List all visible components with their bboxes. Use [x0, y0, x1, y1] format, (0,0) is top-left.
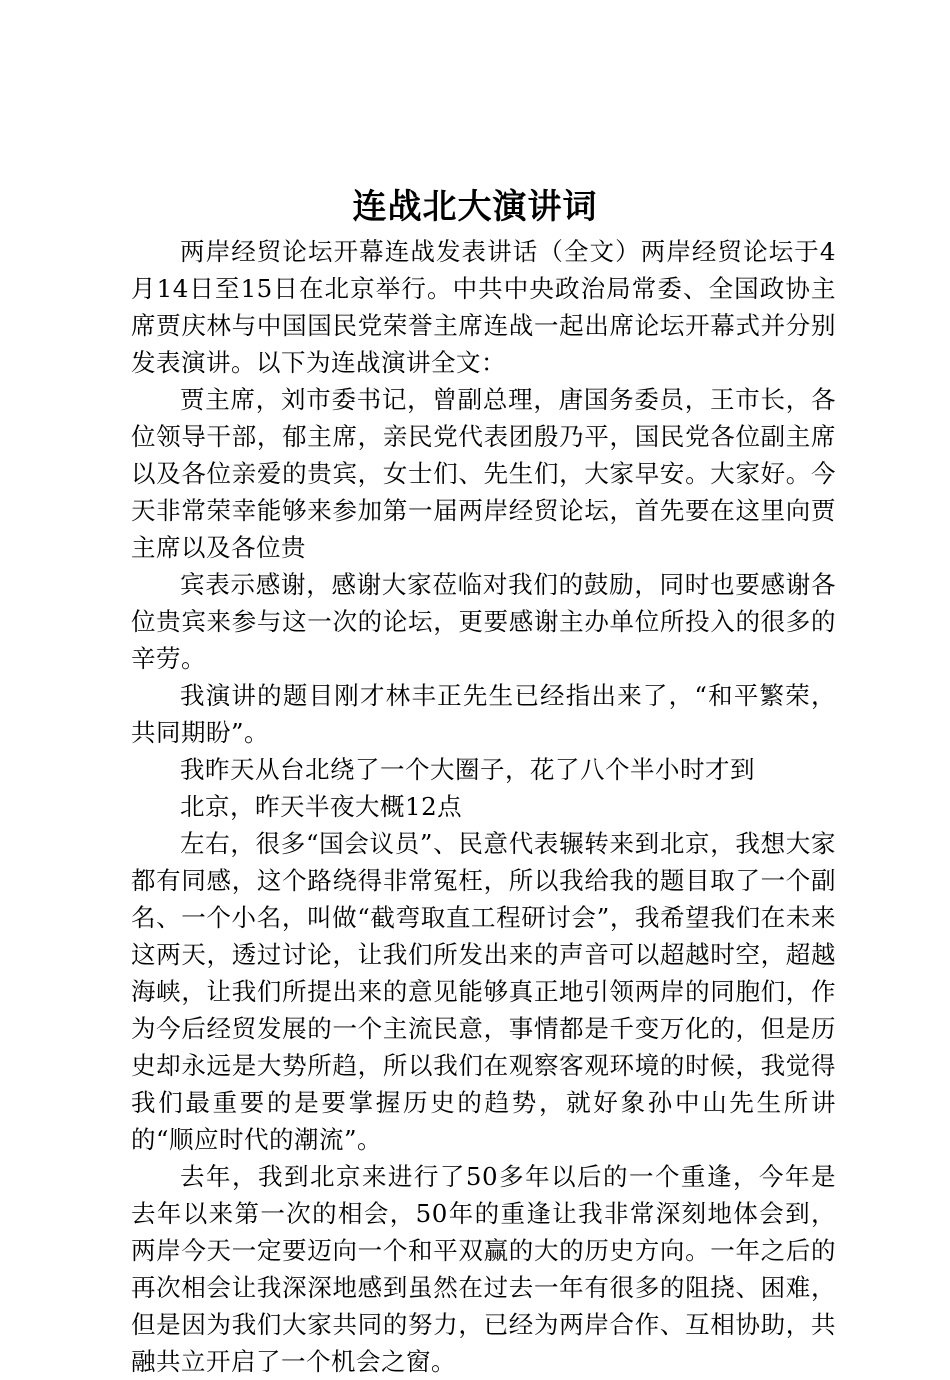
paragraph-reunion: 去年，我到北京来进行了50多年以后的一个重逢，今年是去年以来第一次的相会，50年的重逢让我非常深刻地体会到，两岸今天一定要迈向一个和平双赢的大的历史方向。一年之后的再次相会让我深深地感到虽然在过去一年有很多的阻挠、困难，但是因为我们大家共同的努力，已经为两岸合作、互相协助，共融共立开启了一个机会之窗。: [131, 1162, 836, 1376]
paragraph-topic: 我演讲的题目刚才林丰正先生已经指出来了，“和平繁荣，共同期盼”。: [131, 681, 836, 747]
paragraph-thanks: 宾表示感谢，感谢大家莅临对我们的鼓励，同时也要感谢各位贵宾来参与这一次的论坛，更要感谢主办单位所投入的很多的辛劳。: [131, 570, 836, 673]
paragraph-intro: 两岸经贸论坛开幕连战发表讲话（全文）两岸经贸论坛于4月14日至15日在北京举行。中共中央政治局常委、全国政协主席贾庆林与中国国民党荣誉主席连战一起出席论坛开幕式并分别发表演讲。以下为连战演讲全文：: [131, 237, 836, 377]
paragraph-arrival: 北京，昨天半夜大概12点: [180, 792, 463, 821]
document-body: [131, 233, 836, 1380]
paragraph-detour: 左右，很多“国会议员”、民意代表辗转来到北京，我想大家都有同感，这个路绕得非常冤枉，所以我给我的题目取了一个副名、一个小名，叫做“截弯取直工程研讨会”，我希望我们在未来这两天，透过讨论，让我们所发出来的声音可以超越时空，超越海峡，让我们所提出来的意见能够真正地引领两岸的同胞们，作为今后经贸发展的一个主流民意，事情都是千变万化的，但是历史却永远是大势所趋，所以我们在观察客观环境的时候，我觉得我们最重要的是要掌握历史的趋势，就好象孙中山先生所讲的“顺应时代的潮流”。: [131, 829, 836, 1154]
document-title: 连战北大演讲词: [352, 187, 598, 227]
paragraph-greeting: 贾主席，刘市委书记，曾副总理，唐国务委员，王市长，各位领导干部，郁主席，亲民党代表团殷乃平，国民党各位副主席以及各位亲爱的贵宾，女士们、先生们，大家早安。大家好。今天非常荣幸能够来参加第一届两岸经贸论坛，首先要在这里向贾主席以及各位贵: [131, 385, 836, 562]
paragraph-journey: 我昨天从台北绕了一个大圈子，花了八个半小时才到: [180, 755, 755, 784]
